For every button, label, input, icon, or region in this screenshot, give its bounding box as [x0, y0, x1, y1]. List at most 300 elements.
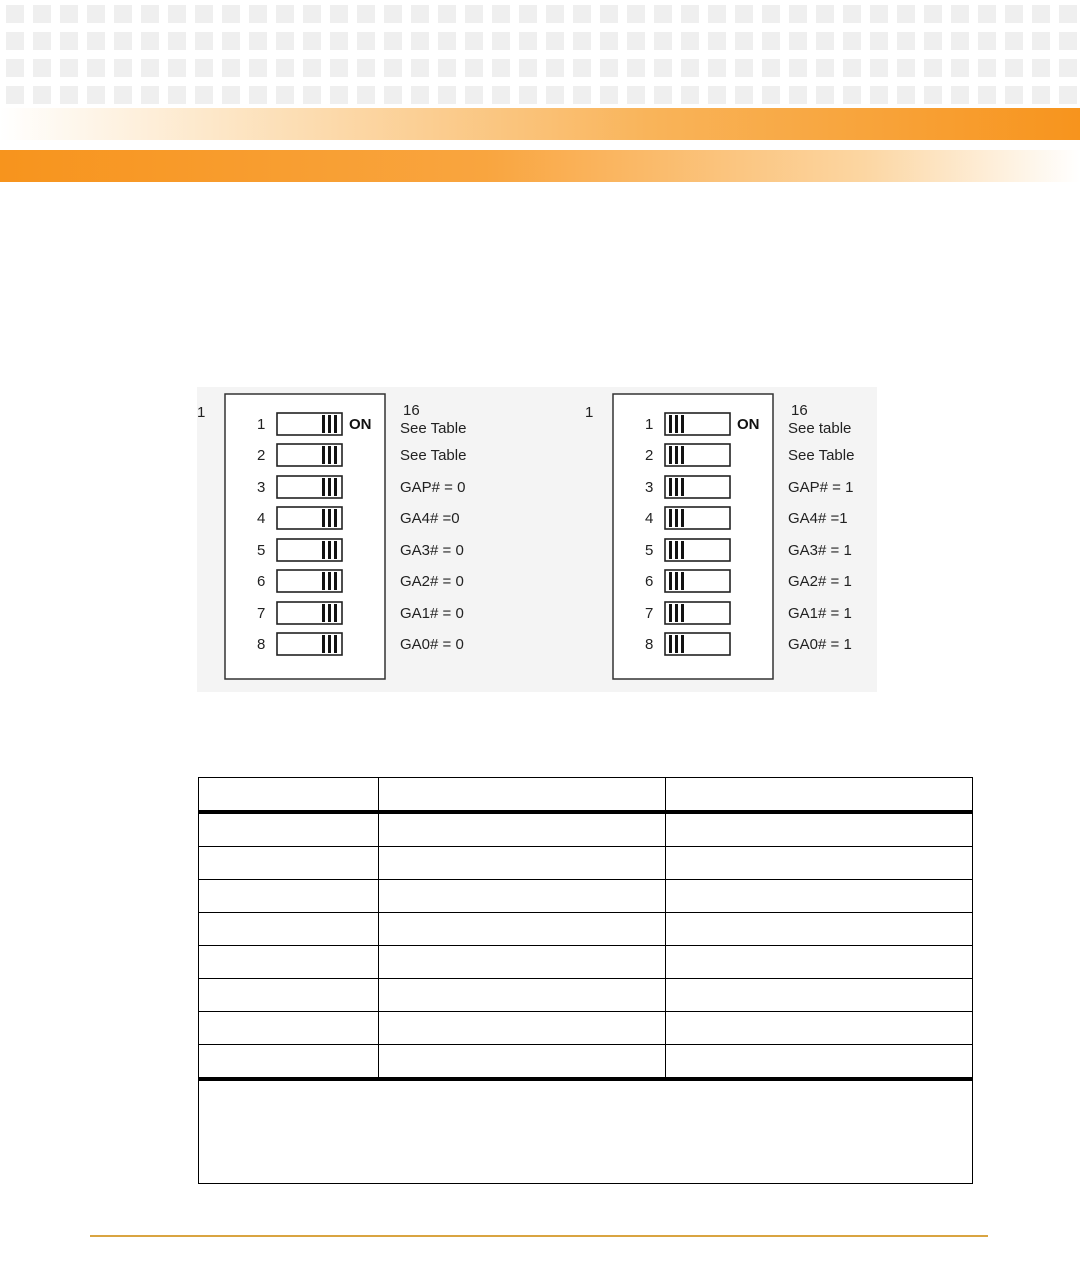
slider-knob-bar	[681, 509, 684, 527]
table-header-cell	[199, 778, 379, 813]
header-tile	[708, 32, 726, 50]
switch-setting-label: GA4# =0	[400, 510, 460, 527]
header-tile	[438, 86, 456, 104]
header-tile	[33, 59, 51, 77]
switch-setting-label: GA2# = 1	[788, 573, 852, 590]
header-tile	[573, 5, 591, 23]
header-tile	[546, 32, 564, 50]
header-tile	[735, 86, 753, 104]
header-tile	[735, 5, 753, 23]
table-note	[199, 1079, 973, 1184]
header-tile	[816, 32, 834, 50]
switch-setting-label: GA0# = 1	[788, 636, 852, 653]
slider-knob-bar	[334, 572, 337, 590]
switch-number: 8	[257, 636, 266, 653]
header-tile	[951, 5, 969, 23]
header-tile	[249, 59, 267, 77]
header-tile	[87, 32, 105, 50]
header-tile	[816, 5, 834, 23]
slider-knob-bar	[681, 446, 684, 464]
header-tile	[789, 32, 807, 50]
header-tile	[168, 86, 186, 104]
slider-knob-bar	[681, 635, 684, 653]
header-tile	[924, 5, 942, 23]
header-tile	[519, 32, 537, 50]
slider-knob-bar	[681, 415, 684, 433]
switch-slot	[665, 413, 730, 435]
slider-knob-bar	[675, 604, 678, 622]
header-tile	[681, 32, 699, 50]
header-tile	[141, 5, 159, 23]
header-tile	[600, 86, 618, 104]
slider-knob-bar	[328, 446, 331, 464]
header-tile	[654, 5, 672, 23]
header-tile	[789, 5, 807, 23]
table-header-row	[199, 778, 973, 813]
table-cell	[666, 946, 973, 979]
slider-knob-bar	[675, 415, 678, 433]
switch-slot	[277, 539, 342, 561]
slider-knob-bar	[681, 604, 684, 622]
header-tile	[330, 32, 348, 50]
table-cell	[666, 880, 973, 913]
header-tile	[168, 59, 186, 77]
switch-number: 3	[645, 479, 654, 496]
slider-knob-bar	[322, 509, 325, 527]
switch-number: 2	[257, 447, 266, 464]
header-tile	[924, 59, 942, 77]
header-tile	[411, 59, 429, 77]
slider-knob-bar	[681, 541, 684, 559]
slider-knob-bar	[328, 415, 331, 433]
header-tile	[60, 32, 78, 50]
table-cell	[378, 979, 666, 1012]
header-tile	[411, 32, 429, 50]
switch-setting-label: GA1# = 1	[788, 605, 852, 622]
header-tile	[303, 86, 321, 104]
slider-knob-bar	[681, 478, 684, 496]
header-tile	[141, 59, 159, 77]
header-tile	[492, 32, 510, 50]
header-tile	[762, 59, 780, 77]
table-row	[199, 979, 973, 1012]
header-tile	[573, 32, 591, 50]
table-cell	[378, 880, 666, 913]
header-tile	[1059, 32, 1077, 50]
dip-switch-figure	[197, 387, 877, 692]
header-tile	[195, 59, 213, 77]
table-cell	[378, 847, 666, 880]
header-tile	[1032, 32, 1050, 50]
header-tile	[87, 59, 105, 77]
slider-knob-bar	[322, 604, 325, 622]
switch-setting-label: GA0# = 0	[400, 636, 464, 653]
header-tile	[168, 32, 186, 50]
header-tile	[546, 86, 564, 104]
header-tile	[627, 32, 645, 50]
header-tile	[708, 5, 726, 23]
switch-number: 3	[257, 479, 266, 496]
slider-knob-bar	[669, 604, 672, 622]
header-tile	[1005, 5, 1023, 23]
switch-slot	[665, 507, 730, 529]
header-tile	[276, 86, 294, 104]
switch-setting-label: GA4# =1	[788, 510, 848, 527]
header-tile	[546, 5, 564, 23]
slider-knob-bar	[334, 635, 337, 653]
header-orange-band-top	[0, 108, 1080, 140]
header-tile-pattern	[0, 0, 1080, 108]
header-tile	[762, 32, 780, 50]
table-cell	[199, 979, 379, 1012]
table-row	[199, 946, 973, 979]
slider-knob-bar	[669, 446, 672, 464]
slider-knob-bar	[334, 478, 337, 496]
header-tile	[654, 86, 672, 104]
table-cell	[378, 913, 666, 946]
header-band-gap	[0, 140, 1080, 150]
table-cell	[199, 946, 379, 979]
header-tile	[897, 59, 915, 77]
switch-setting-label: See Table	[400, 420, 467, 437]
switch-number: 5	[645, 542, 654, 559]
header-tile	[276, 5, 294, 23]
header-tile	[357, 5, 375, 23]
table-cell	[666, 913, 973, 946]
header-tile	[519, 59, 537, 77]
slider-knob-bar	[675, 572, 678, 590]
header-tile	[465, 86, 483, 104]
switch-slot	[665, 602, 730, 624]
slider-knob-bar	[328, 509, 331, 527]
header-tile	[465, 5, 483, 23]
header-tile	[924, 86, 942, 104]
switch-number: 4	[645, 510, 654, 527]
switch-number: 1	[257, 416, 266, 433]
table-header-cell	[666, 778, 973, 813]
header-tile	[708, 86, 726, 104]
header-tile	[438, 32, 456, 50]
header-tile	[870, 5, 888, 23]
table-cell	[378, 1045, 666, 1080]
switch-setting-label: See Table	[400, 447, 467, 464]
header-tile	[222, 5, 240, 23]
table-row	[199, 880, 973, 913]
slider-knob-bar	[334, 541, 337, 559]
slider-knob-bar	[669, 572, 672, 590]
header-tile	[60, 59, 78, 77]
header-tile	[384, 5, 402, 23]
header-tile	[6, 32, 24, 50]
header-tile	[276, 59, 294, 77]
pin-end-label: 16	[791, 402, 808, 419]
table-cell	[378, 812, 666, 847]
switch-setting-label: GA3# = 1	[788, 542, 852, 559]
slider-knob-bar	[322, 446, 325, 464]
switch-slot	[277, 444, 342, 466]
table-cell	[378, 946, 666, 979]
header-tile	[168, 5, 186, 23]
header-tile	[762, 5, 780, 23]
header-orange-band-bottom	[0, 150, 1080, 182]
switch-setting-label: See Table	[788, 447, 855, 464]
dip-switch-diagram	[197, 387, 877, 692]
header-tile	[1059, 59, 1077, 77]
table-cell	[666, 812, 973, 847]
slider-knob-bar	[669, 478, 672, 496]
table-note-row	[199, 1079, 973, 1184]
header-tile	[681, 5, 699, 23]
header-tile	[330, 86, 348, 104]
slider-knob-bar	[669, 509, 672, 527]
header-tile	[303, 5, 321, 23]
header-tile	[222, 59, 240, 77]
switch-setting-label: GAP# = 0	[400, 479, 466, 496]
switch-number: 8	[645, 636, 654, 653]
header-tile	[546, 59, 564, 77]
header-tile	[951, 59, 969, 77]
header-tile	[33, 5, 51, 23]
header-tile	[195, 32, 213, 50]
header-tile	[357, 32, 375, 50]
table-cell	[378, 1012, 666, 1045]
slider-knob-bar	[334, 604, 337, 622]
slider-knob-bar	[322, 478, 325, 496]
switch-slot	[665, 444, 730, 466]
switch-number: 6	[257, 573, 266, 590]
header-tile	[681, 59, 699, 77]
header-tile	[519, 86, 537, 104]
switch-number: 5	[257, 542, 266, 559]
header-tile	[492, 86, 510, 104]
header-tile	[1032, 59, 1050, 77]
header-tile	[816, 59, 834, 77]
header-tile	[681, 86, 699, 104]
header-tile	[33, 32, 51, 50]
switch-setting-label: GA1# = 0	[400, 605, 464, 622]
header-tile	[195, 86, 213, 104]
header-tile	[1059, 86, 1077, 104]
switch-slot	[277, 507, 342, 529]
header-tile	[330, 5, 348, 23]
header-tile	[708, 59, 726, 77]
slider-knob-bar	[675, 509, 678, 527]
switch-slot	[277, 602, 342, 624]
header-tile	[978, 5, 996, 23]
header-tile	[249, 32, 267, 50]
header-tile	[1032, 86, 1050, 104]
pin-start-label: 1	[585, 404, 594, 421]
header-tile	[114, 86, 132, 104]
slider-knob-bar	[669, 541, 672, 559]
switch-number: 2	[645, 447, 654, 464]
header-tile	[357, 59, 375, 77]
footer-rule	[90, 1235, 988, 1237]
switch-slot	[277, 476, 342, 498]
header-tile	[384, 86, 402, 104]
slider-knob-bar	[322, 572, 325, 590]
table-cell	[666, 1012, 973, 1045]
table-header-cell	[378, 778, 666, 813]
switch-setting-label: GAP# = 1	[788, 479, 854, 496]
header-tile	[951, 86, 969, 104]
header-tile	[465, 59, 483, 77]
slider-knob-bar	[328, 541, 331, 559]
header-tile	[114, 32, 132, 50]
header-tile	[411, 86, 429, 104]
header-tile	[438, 59, 456, 77]
header-tile	[141, 86, 159, 104]
switch-slot	[277, 413, 342, 435]
slider-knob-bar	[334, 446, 337, 464]
header-tile	[492, 5, 510, 23]
switch-number: 6	[645, 573, 654, 590]
slider-knob-bar	[675, 635, 678, 653]
slider-knob-bar	[669, 415, 672, 433]
switch-number: 1	[645, 416, 654, 433]
header-tile	[276, 32, 294, 50]
slider-knob-bar	[681, 572, 684, 590]
header-tile	[816, 86, 834, 104]
switch-setting-label: GA3# = 0	[400, 542, 464, 559]
header-tile	[222, 32, 240, 50]
header-tile	[897, 32, 915, 50]
header-tile	[735, 32, 753, 50]
switch-setting-label: GA2# = 0	[400, 573, 464, 590]
header-tile	[303, 32, 321, 50]
table-row	[199, 1012, 973, 1045]
header-tile	[573, 59, 591, 77]
table-cell	[199, 1045, 379, 1080]
table-cell	[199, 913, 379, 946]
header-tile	[141, 32, 159, 50]
header-tile	[6, 5, 24, 23]
header-tile	[6, 59, 24, 77]
switch-slot	[277, 570, 342, 592]
header-tile	[87, 86, 105, 104]
header-tile	[1032, 5, 1050, 23]
table-cell	[199, 880, 379, 913]
header-tile	[114, 59, 132, 77]
header-tile	[465, 32, 483, 50]
slider-knob-bar	[328, 478, 331, 496]
table-cell	[666, 1045, 973, 1080]
header-tile	[600, 5, 618, 23]
header-tile	[870, 32, 888, 50]
table-cell	[666, 979, 973, 1012]
table-cell	[199, 847, 379, 880]
header-tile	[195, 5, 213, 23]
switch-slot	[277, 633, 342, 655]
header-tile	[1005, 59, 1023, 77]
header-tile	[6, 86, 24, 104]
header-tile	[384, 32, 402, 50]
switch-number: 7	[645, 605, 654, 622]
slider-knob-bar	[328, 572, 331, 590]
table-cell	[199, 812, 379, 847]
header-tile	[492, 59, 510, 77]
slider-knob-bar	[322, 635, 325, 653]
slider-knob-bar	[322, 415, 325, 433]
header-tile	[600, 59, 618, 77]
header-tile	[519, 5, 537, 23]
header-tile	[60, 86, 78, 104]
header-tile	[897, 5, 915, 23]
header-tile	[330, 59, 348, 77]
on-label: ON	[737, 416, 760, 433]
header-tile	[249, 5, 267, 23]
table-row	[199, 847, 973, 880]
table-cell	[666, 847, 973, 880]
header-tile	[870, 59, 888, 77]
header-tile	[762, 86, 780, 104]
pin-start-label: 1	[197, 404, 206, 421]
header-tile	[870, 86, 888, 104]
table-row	[199, 1045, 973, 1080]
header-tile	[978, 86, 996, 104]
header-tile	[222, 86, 240, 104]
header-tile	[627, 5, 645, 23]
slider-knob-bar	[334, 509, 337, 527]
slider-knob-bar	[675, 478, 678, 496]
slider-knob-bar	[322, 541, 325, 559]
switch-slot	[665, 476, 730, 498]
header-tile	[924, 32, 942, 50]
table-cell	[199, 1012, 379, 1045]
header-tile	[600, 32, 618, 50]
header-tile	[978, 32, 996, 50]
slider-knob-bar	[328, 604, 331, 622]
switch-slot	[665, 633, 730, 655]
header-tile	[438, 5, 456, 23]
dip-switch-left	[197, 394, 466, 679]
header-tile	[843, 59, 861, 77]
header-tile	[384, 59, 402, 77]
switch-number: 4	[257, 510, 266, 527]
header-tile	[627, 86, 645, 104]
table-row	[199, 913, 973, 946]
slider-knob-bar	[334, 415, 337, 433]
switch-setting-label: See table	[788, 420, 852, 437]
switch-slot	[665, 539, 730, 561]
table-row	[199, 812, 973, 847]
header-tile	[627, 59, 645, 77]
header-tile	[789, 86, 807, 104]
header-tile	[897, 86, 915, 104]
header-tile	[978, 59, 996, 77]
header-tile	[60, 5, 78, 23]
header-tile	[654, 32, 672, 50]
header-tile	[249, 86, 267, 104]
header-tile	[654, 59, 672, 77]
header-tile	[303, 59, 321, 77]
header-tile	[843, 32, 861, 50]
on-label: ON	[349, 416, 372, 433]
switch-slot	[665, 570, 730, 592]
switch-number: 7	[257, 605, 266, 622]
header-tile	[735, 59, 753, 77]
slider-knob-bar	[669, 635, 672, 653]
header-tile	[114, 5, 132, 23]
slider-knob-bar	[675, 446, 678, 464]
header-tile	[1059, 5, 1077, 23]
header-tile	[843, 86, 861, 104]
header-tile	[357, 86, 375, 104]
header-tile	[1005, 32, 1023, 50]
header-tile	[843, 5, 861, 23]
header-tile	[87, 5, 105, 23]
header-tile	[789, 59, 807, 77]
